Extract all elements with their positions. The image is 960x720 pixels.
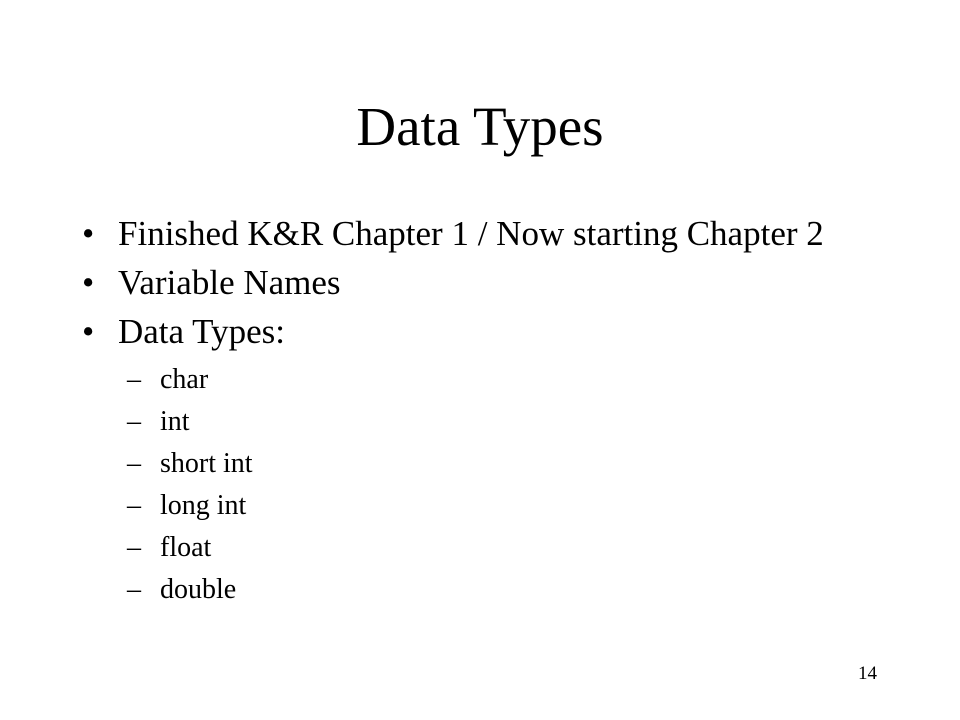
dash-glyph: –	[127, 406, 141, 437]
bullet-item	[82, 209, 824, 258]
sub-bullet-text: int	[160, 406, 190, 437]
bullet-item	[82, 258, 824, 307]
sub-bullet-text: double	[160, 574, 237, 605]
sub-bullet-item	[127, 443, 253, 485]
sub-bullet-text: short int	[160, 448, 253, 479]
sub-bullet-item	[127, 359, 253, 401]
bullet-text: Variable Names	[118, 263, 341, 302]
sub-bullet-text: float	[160, 532, 212, 563]
slide-title: Data Types	[356, 96, 604, 157]
dash-glyph: –	[127, 532, 141, 563]
sub-bullet-item	[127, 485, 253, 527]
sub-bullet-item	[127, 401, 253, 443]
dash-glyph: –	[127, 364, 141, 395]
sub-bullet-text: long int	[160, 490, 247, 521]
sub-bullet-item	[127, 569, 253, 611]
bullet-glyph: •	[82, 214, 95, 253]
bullet-list	[82, 209, 824, 356]
page-number: 14	[858, 663, 877, 684]
bullet-glyph: •	[82, 263, 95, 302]
bullet-glyph: •	[82, 312, 95, 351]
dash-glyph: –	[127, 574, 141, 605]
sub-bullet-list	[127, 359, 253, 611]
bullet-text: Finished K&R Chapter 1 / Now starting Chapter 2	[118, 214, 824, 253]
sub-bullet-item	[127, 527, 253, 569]
dash-glyph: –	[127, 490, 141, 521]
dash-glyph: –	[127, 448, 141, 479]
bullet-item	[82, 307, 824, 356]
sub-bullet-text: char	[160, 364, 209, 395]
bullet-text: Data Types:	[118, 312, 286, 351]
